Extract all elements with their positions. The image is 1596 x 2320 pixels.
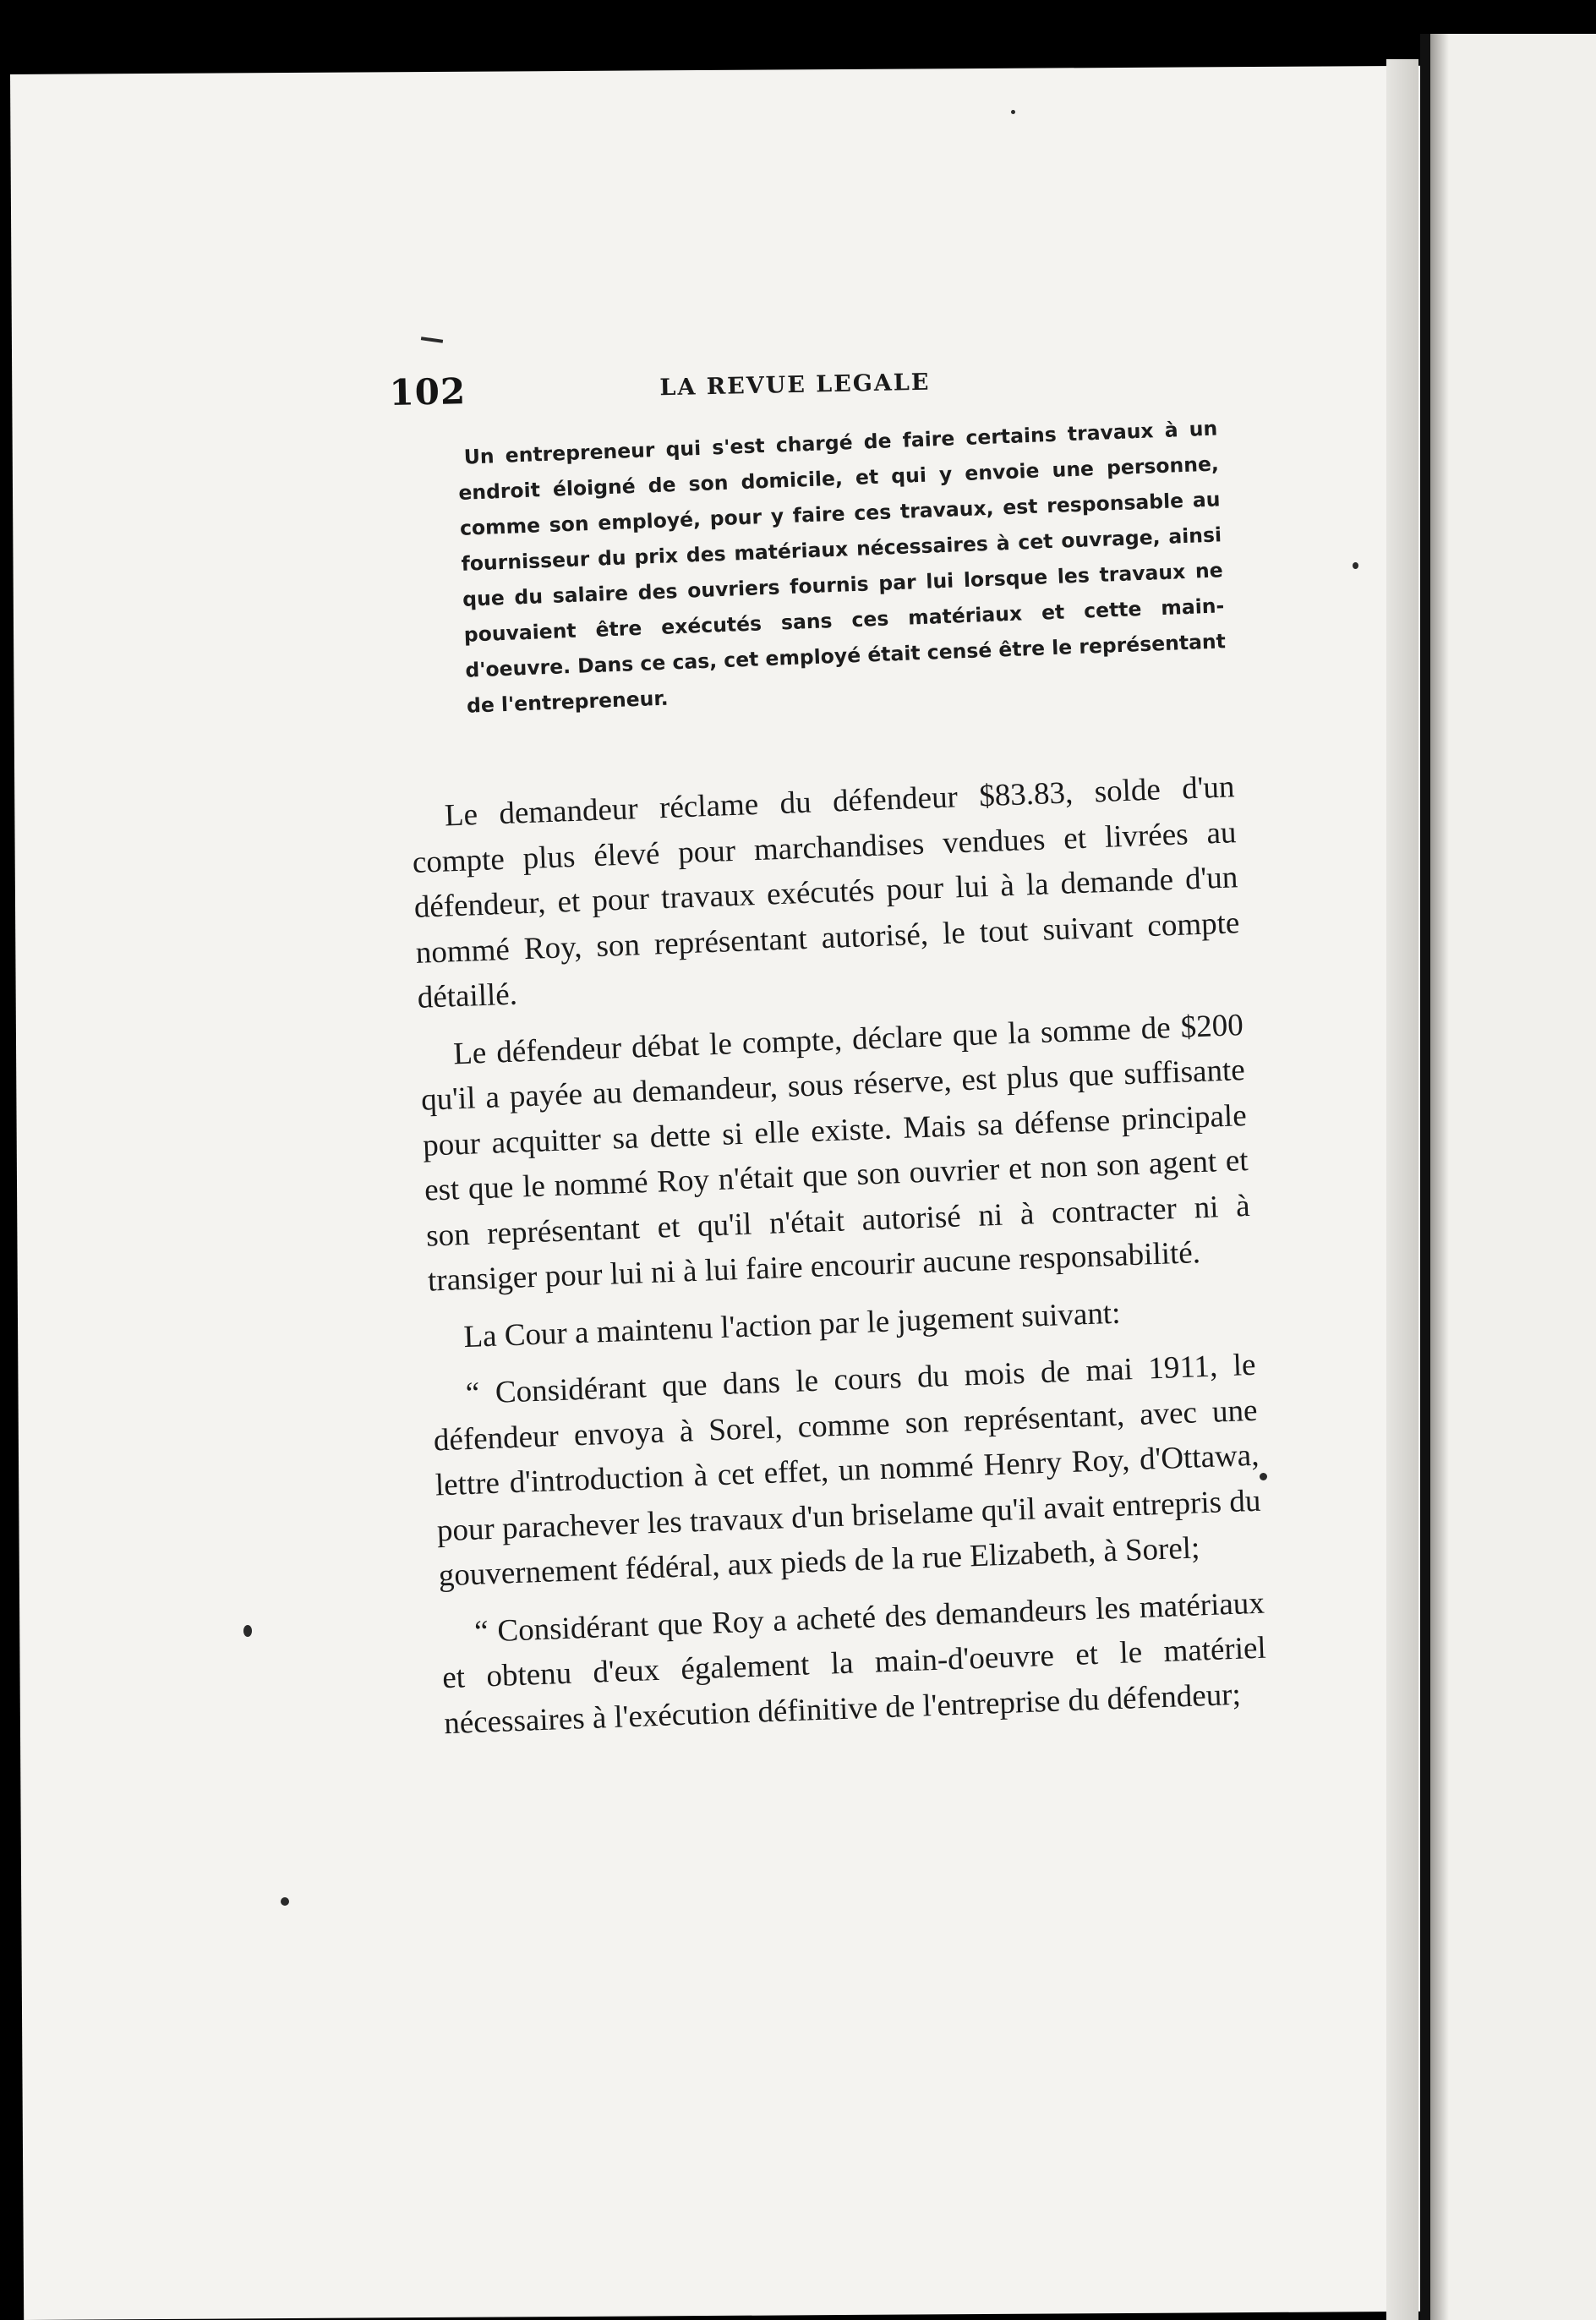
speck (1011, 110, 1015, 114)
page-number: 102 (389, 370, 467, 413)
page-edge (1386, 59, 1418, 2320)
right-page-edge (1430, 34, 1596, 2320)
paragraph-considerant-2: “ Considérant que Roy a acheté des demandeurs les matériaux et obtenu d'eux également la main-d'oeuvre et le matériel nécessaires à l'exécution définitive de l'entreprise du défendeur; (441, 1585, 1267, 1741)
paragraph-defense: Le défendeur débat le compte, déclare que la somme de $200 qu'il a payée au demandeur, sous réserve, est plus que suffisante pour acquitter sa dette si elle existe. Mais sa défense principale est que le nommé Roy n'était que son ouvrier et non son agent et son représentant et qu'il n'était autorisé ni à contracter ni à transiger pour lui ni à lui faire encourir aucune responsabilité. (420, 1007, 1251, 1299)
speck (1353, 562, 1358, 569)
paragraph-court: La Cour a maintenu l'action par le jugement suivant: (462, 1295, 1122, 1354)
speck (1260, 1473, 1267, 1480)
speck (243, 1625, 252, 1637)
headnote-summary: Un entrepreneur qui s'est chargé de faire certains travaux à un endroit éloigné de son domicile, et qui y envoie une personne, comme son employé, pour y faire ces travaux, est responsable au fournisseur du prix des matériaux nécessaires à cet ouvrage, ainsi que du salaire des ouvriers fournis par lui lorsque les travaux ne pouvaient être exécutés sans ces matériaux et cette main-d'oeuvre. Dans ce cas, cet employé était censé être le représentant de l'entrepreneur. (457, 416, 1227, 718)
speck (281, 1897, 289, 1906)
body-text (410, 764, 1269, 1758)
running-head: LA REVUE LEGALE (659, 369, 931, 402)
book-gutter (1420, 34, 1430, 2320)
gutter-shadow (1430, 34, 1449, 2320)
paragraph-considerant-1: “ Considérant que dans le cours du mois de mai 1911, le défendeur envoya à Sorel, comme son représentant, avec une lettre d'introduction à cet effet, un nommé Henry Roy, d'Ottawa, pour parachever les travaux d'un briselame qu'il avait entrepris du gouvernement fédéral, aux pieds de la rue Elizabeth, à Sorel; (433, 1347, 1262, 1594)
paragraph-claim: Le demandeur réclame du défendeur $83.83, solde d'un compte plus élevé pour marchandises vendues et livrées au défendeur, et pour travaux exécutés pour lui à la demande d'un nommé Roy, son représentant autorisé, le tout suivant compte détaillé. (412, 769, 1240, 1015)
